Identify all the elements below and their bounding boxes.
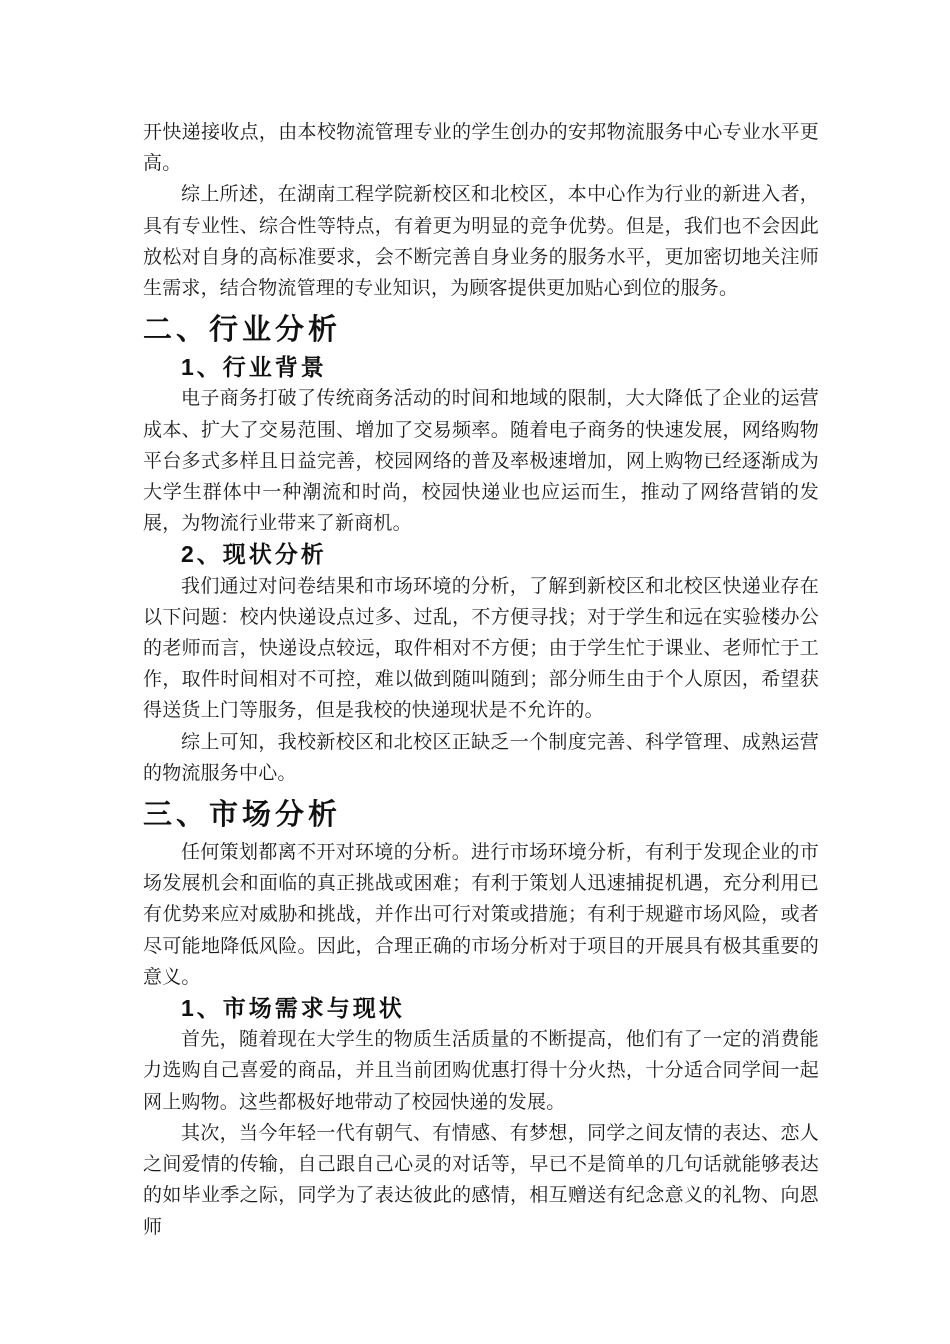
subsection-heading-industry-background: 1、行业背景	[181, 354, 327, 381]
section-heading-industry-analysis: 二、行业分析	[143, 314, 342, 347]
document-content	[143, 117, 819, 1243]
body-paragraph-competitive-summary: 综上所述，在湖南工程学院新校区和北校区，本中心作为行业的新进入者，具有专业性、综合性等特点，有着更为明显的竞争优势。但是，我们也不会因此放松对自身的高标准要求，会不断完善自身业务的服务水平，更加密切地关注师生需求，结合物流管理的专业知识，为顾客提供更加贴心到位的服务。	[143, 184, 819, 300]
subsection-heading-market-demand: 1、市场需求与现状	[181, 995, 405, 1022]
body-paragraph-status-conclusion: 综上可知，我校新校区和北校区正缺乏一个制度完善、科学管理、成熟运营的物流服务中心。	[143, 731, 819, 784]
body-paragraph-survey-problems: 我们通过对问卷结果和市场环境的分析，了解到新校区和北校区快递业存在以下问题：校内快递设点过多、过乱，不方便寻找；对于学生和远在实验楼办公的老师而言，快递设点较远，取件相对不方便；由于学生忙于课业、老师忙于工作，取件时间相对不可控，难以做到随叫随到；部分师生由于个人原因，希望获得送货上门等服务，但是我校的快递现状是不允许的。	[143, 575, 819, 722]
body-paragraph-market-analysis-intro: 任何策划都离不开对环境的分析。进行市场环境分析，有利于发现企业的市场发展机会和面临的真正挑战或困难；有利于策划人迅速捕捉机遇，充分利用已有优势来应对威胁和挑战，并作出可行对策或措施；有利于规避市场风险，或者尽可能地降低风险。因此，合理正确的市场分析对于项目的开展具有极其重要的意义。	[143, 842, 819, 988]
body-paragraph-demand-second: 其次，当今年轻一代有朝气、有情感、有梦想，同学之间友情的表达、恋人之间爱情的传输，自己跟自己心灵的对话等，早已不是简单的几句话就能够表达的如毕业季之际，同学为了表达彼此的感情，相互赠送有纪念意义的礼物、向恩师	[143, 1122, 819, 1238]
body-paragraph-ecommerce-background: 电子商务打破了传统商务活动的时间和地域的限制，大大降低了企业的运营成本、扩大了交易范围、增加了交易频率。随着电子商务的快速发展，网络购物平台多式多样且日益完善，校园网络的普及率极速增加，网上购物已经逐渐成为大学生群体中一种潮流和时尚，校园快递业也应运而生，推动了网络营销的发展，为物流行业带来了新商机。	[143, 388, 819, 535]
subsection-heading-status-analysis: 2、现状分析	[181, 541, 327, 568]
body-paragraph-demand-first: 首先，随着现在大学生的物质生活质量的不断提高，他们有了一定的消费能力选购自己喜爱的商品，并且当前团购优惠打得十分火热，十分适合同学间一起网上购物。这些都极好地带动了校园快递的发展。	[143, 1029, 819, 1113]
section-heading-market-analysis: 三、市场分析	[143, 799, 342, 832]
body-paragraph-continuation: 开快递接收点，由本校物流管理专业的学生创办的安邦物流服务中心专业水平更高。	[143, 122, 819, 175]
